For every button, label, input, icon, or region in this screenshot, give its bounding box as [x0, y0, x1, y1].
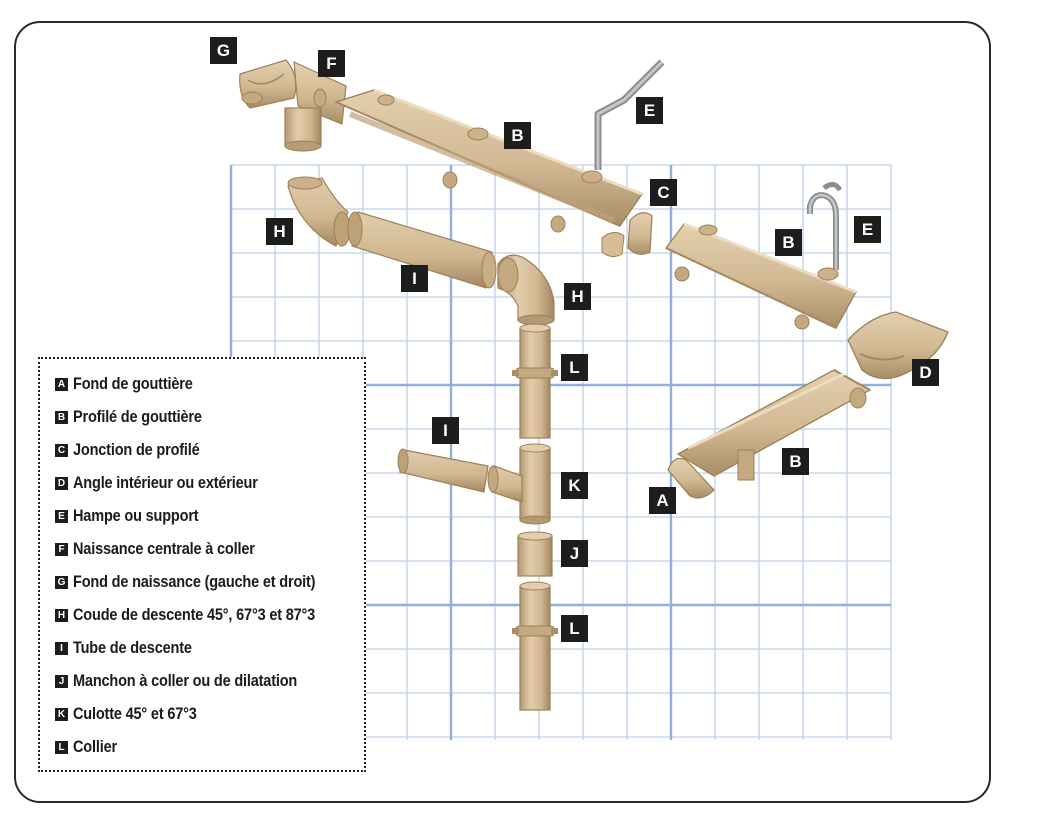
legend-item-d	[55, 467, 364, 500]
legend-item-l	[55, 731, 364, 764]
legend-key: B	[55, 411, 68, 424]
callout-i-upper: I	[401, 265, 428, 292]
downpipe-branch	[488, 444, 550, 524]
downpipe-elbow-left	[288, 177, 350, 246]
hanger-bracket-hook	[810, 184, 840, 270]
legend-label: Naissance centrale à coller	[73, 540, 255, 558]
callout-b-right: B	[775, 229, 802, 256]
legend-label: Fond de gouttière	[73, 375, 193, 393]
legend-item-a	[55, 368, 364, 401]
callout-d: D	[912, 359, 939, 386]
legend-item-b	[55, 401, 364, 434]
legend-key: I	[55, 642, 68, 655]
legend-item-g	[55, 566, 364, 599]
callout-j: J	[561, 540, 588, 567]
callout-b-upper: B	[504, 122, 531, 149]
legend-label: Culotte 45° et 67°3	[73, 705, 197, 723]
legend-key: J	[55, 675, 68, 688]
legend-key: G	[55, 576, 68, 589]
callout-c: C	[650, 179, 677, 206]
callout-i-lower: I	[432, 417, 459, 444]
legend-key: K	[55, 708, 68, 721]
callout-h-left: H	[266, 218, 293, 245]
callout-b-lower: B	[782, 448, 809, 475]
callout-h-center: H	[564, 283, 591, 310]
legend-item-k	[55, 698, 364, 731]
legend-label: Profilé de gouttière	[73, 408, 202, 426]
legend-key: A	[55, 378, 68, 391]
legend-label: Hampe ou support	[73, 507, 199, 525]
legend-label: Fond de naissance (gauche et droit)	[73, 573, 316, 591]
legend-label: Angle intérieur ou extérieur	[73, 474, 258, 492]
gutter-profile-lower	[678, 370, 870, 480]
gutter-outlet-end	[240, 60, 296, 108]
callout-g: G	[210, 37, 237, 64]
legend-item-j	[55, 665, 364, 698]
callout-l-lower: L	[561, 615, 588, 642]
callout-l-upper: L	[561, 354, 588, 381]
legend-box	[38, 357, 366, 772]
legend-key: C	[55, 444, 68, 457]
legend-item-e	[55, 500, 364, 533]
legend-key: L	[55, 741, 68, 754]
legend-item-h	[55, 599, 364, 632]
legend-label: Manchon à coller ou de dilatation	[73, 672, 298, 690]
legend-label: Tube de descente	[73, 639, 192, 657]
legend-item-f	[55, 533, 364, 566]
downpipe-elbow-center	[498, 255, 554, 325]
downpipe-sleeve	[518, 532, 552, 576]
callout-a: A	[649, 487, 676, 514]
legend-key: E	[55, 510, 68, 523]
legend-key: H	[55, 609, 68, 622]
diagram-frame	[14, 21, 991, 803]
downpipe-tube-lower	[398, 449, 488, 492]
downpipe-segment-lower	[512, 582, 558, 710]
legend-key: F	[55, 543, 68, 556]
callout-e-right: E	[854, 216, 881, 243]
callout-k: K	[561, 472, 588, 499]
legend-item-i	[55, 632, 364, 665]
legend-label: Coude de descente 45°, 67°3 et 87°3	[73, 606, 316, 624]
legend-label: Collier	[73, 738, 117, 756]
legend-item-c	[55, 434, 364, 467]
legend-label: Jonction de profilé	[73, 441, 200, 459]
legend-key: D	[55, 477, 68, 490]
callout-f: F	[318, 50, 345, 77]
callout-e-upper: E	[636, 97, 663, 124]
gutter-profile-short	[666, 224, 856, 329]
